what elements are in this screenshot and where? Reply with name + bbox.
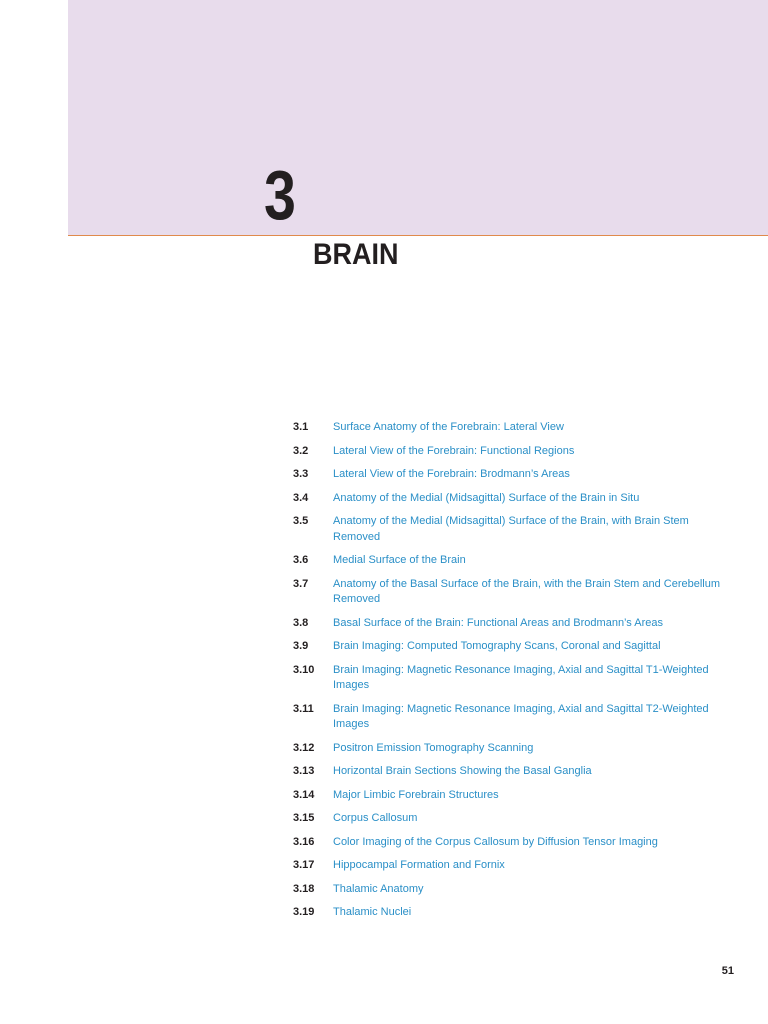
toc-entry-number: 3.12 [293, 741, 315, 754]
toc-entry-number: 3.10 [293, 663, 315, 676]
toc-entry-number: 3.6 [293, 554, 309, 566]
toc-entry-number: 3.15 [293, 812, 315, 824]
toc-entry [293, 467, 738, 483]
toc-entry-link[interactable]: Horizontal Brain Sections Showing the Basal Ganglia [333, 765, 592, 777]
toc-entry-number: 3.11 [293, 702, 314, 715]
toc-entry-link[interactable]: Lateral View of the Forebrain: Brodmann’s Areas [333, 468, 570, 480]
toc-entry-link[interactable]: Surface Anatomy of the Forebrain: Lateral View [333, 421, 564, 433]
toc-entry-number: 3.14 [293, 788, 315, 801]
toc-entry [293, 639, 738, 655]
toc-entry-link[interactable]: Basal Surface of the Brain: Functional Areas and Brodmann’s Areas [333, 616, 663, 629]
toc-entry-link[interactable]: Brain Imaging: Magnetic Resonance Imaging, Axial and Sagittal T2-Weighted Images [333, 702, 709, 730]
toc-entry-link[interactable]: Thalamic Anatomy [333, 882, 424, 895]
toc-entry [293, 491, 738, 507]
toc-entry [293, 882, 738, 898]
toc-entry-link[interactable]: Major Limbic Forebrain Structures [333, 788, 499, 801]
toc-entry [293, 858, 738, 874]
toc-entry-number: 3.2 [293, 444, 309, 457]
toc-entry-number: 3.1 [293, 421, 309, 433]
header-rule [68, 235, 768, 236]
toc-entry-number: 3.13 [293, 765, 315, 777]
toc-entry-number: 3.5 [293, 515, 309, 527]
toc-entry-number: 3.18 [293, 882, 315, 895]
toc-entry [293, 553, 738, 569]
toc-entry [293, 514, 738, 545]
toc-entry-number: 3.9 [293, 640, 309, 652]
toc-entry-link[interactable]: Hippocampal Formation and Fornix [333, 859, 505, 871]
chapter-header-band [68, 0, 768, 236]
table-of-contents [293, 420, 738, 929]
toc-entry [293, 741, 738, 757]
toc-entry [293, 702, 738, 733]
toc-entry-link[interactable]: Anatomy of the Medial (Midsagittal) Surface of the Brain, with Brain Stem Removed [333, 515, 689, 543]
toc-entry [293, 663, 738, 694]
toc-entry-link[interactable]: Lateral View of the Forebrain: Functional Regions [333, 444, 575, 457]
toc-entry-link[interactable]: Positron Emission Tomography Scanning [333, 741, 534, 754]
toc-entry [293, 788, 738, 804]
toc-entry [293, 444, 738, 460]
toc-entry-number: 3.17 [293, 859, 315, 871]
toc-entry [293, 811, 738, 827]
toc-entry-link[interactable]: Corpus Callosum [333, 812, 418, 824]
toc-entry-number: 3.8 [293, 616, 309, 629]
toc-entry [293, 905, 738, 921]
chapter-number: 3 [264, 156, 296, 234]
toc-entry-link[interactable]: Anatomy of the Medial (Midsagittal) Surface of the Brain in Situ [333, 491, 640, 504]
toc-entry [293, 577, 738, 608]
toc-entry-link[interactable]: Color Imaging of the Corpus Callosum by Diffusion Tensor Imaging [333, 835, 658, 848]
toc-entry-number: 3.16 [293, 835, 315, 848]
toc-entry-link[interactable]: Brain Imaging: Magnetic Resonance Imaging, Axial and Sagittal T1-Weighted Images [333, 663, 709, 691]
toc-entry [293, 835, 738, 851]
toc-entry [293, 420, 738, 436]
toc-entry-number: 3.7 [293, 577, 309, 590]
chapter-title: BRAIN [313, 238, 399, 271]
toc-entry [293, 764, 738, 780]
toc-entry [293, 616, 738, 632]
toc-entry-link[interactable]: Thalamic Nuclei [333, 906, 412, 918]
toc-entry-link[interactable]: Medial Surface of the Brain [333, 554, 466, 566]
toc-entry-number: 3.19 [293, 906, 315, 918]
toc-entry-link[interactable]: Anatomy of the Basal Surface of the Brain, with the Brain Stem and Cerebellum Removed [333, 577, 721, 605]
page-number: 51 [721, 965, 734, 977]
toc-entry-number: 3.3 [293, 468, 309, 480]
toc-entry-link[interactable]: Brain Imaging: Computed Tomography Scans, Coronal and Sagittal [333, 640, 661, 652]
toc-entry-number: 3.4 [293, 491, 309, 504]
